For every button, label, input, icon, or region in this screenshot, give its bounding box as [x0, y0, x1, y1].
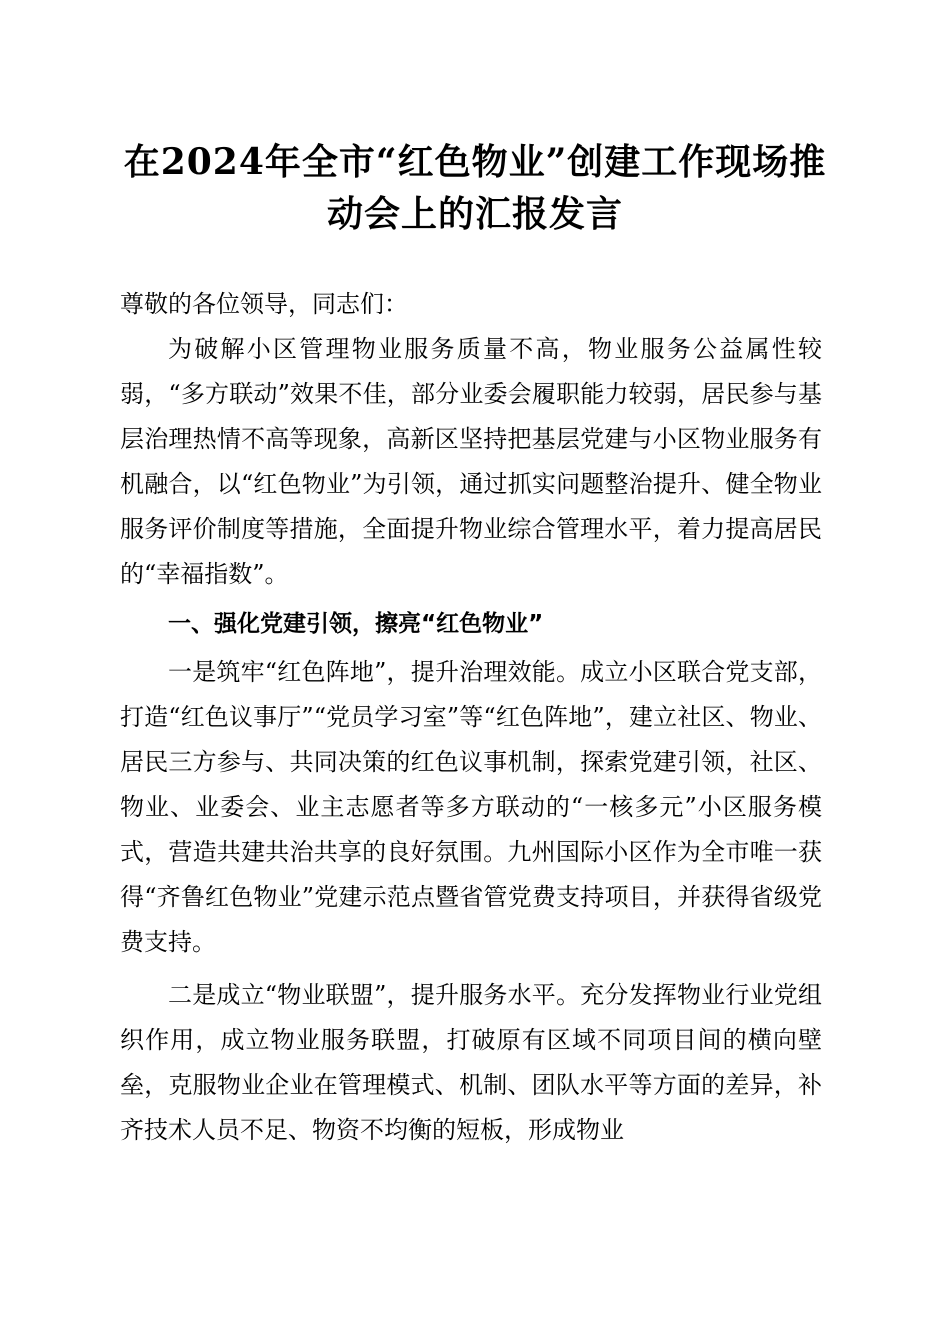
document-title [60, 136, 890, 240]
title-line-1: 在2024年全市“红色物业”创建工作现场推 [123, 141, 827, 183]
body-paragraph-1: 一是筑牢“红色阵地”，提升治理效能。成立小区联合党支部，打造“红色议事厅”“党员学习室”等“红色阵地”，建立社区、物业、居民三方参与、共同决策的红色议事机制，探索党建引领，社区、物业、业委会、业主志愿者等多方联动的“一核多元”小区服务模式，营造共建共治共享的良好氛围。九州国际小区作为全市唯一获得“齐鲁红色物业”党建示范点暨省管党费支持项目，并获得省级党费支持。 [120, 658, 822, 956]
intro-paragraph: 为破解小区管理物业服务质量不高，物业服务公益属性较弱，“多方联动”效果不佳，部分业委会履职能力较弱，居民参与基层治理热情不高等现象，高新区坚持把基层党建与小区物业服务有机融合，以“红色物业”为引领，通过抓实问题整治提升、健全物业服务评价制度等措施，全面提升物业综合管理水平，着力提高居民的“幸福指数”。 [120, 335, 822, 588]
document-body [120, 282, 822, 1153]
section-heading-1: 一、强化党建引领，擦亮“红色物业” [168, 611, 544, 637]
salutation: 尊敬的各位领导，同志们： [120, 290, 408, 318]
title-line-2: 动会上的汇报发言 [326, 193, 623, 235]
body-paragraph-2: 二是成立“物业联盟”，提升服务水平。充分发挥物业行业党组织作用，成立物业服务联盟，打破原有区域不同项目间的横向壁垒，克服物业企业在管理模式、机制、团队水平等方面的差异，补齐技术人员不足、物资不均衡的短板，形成物业 [120, 981, 822, 1144]
